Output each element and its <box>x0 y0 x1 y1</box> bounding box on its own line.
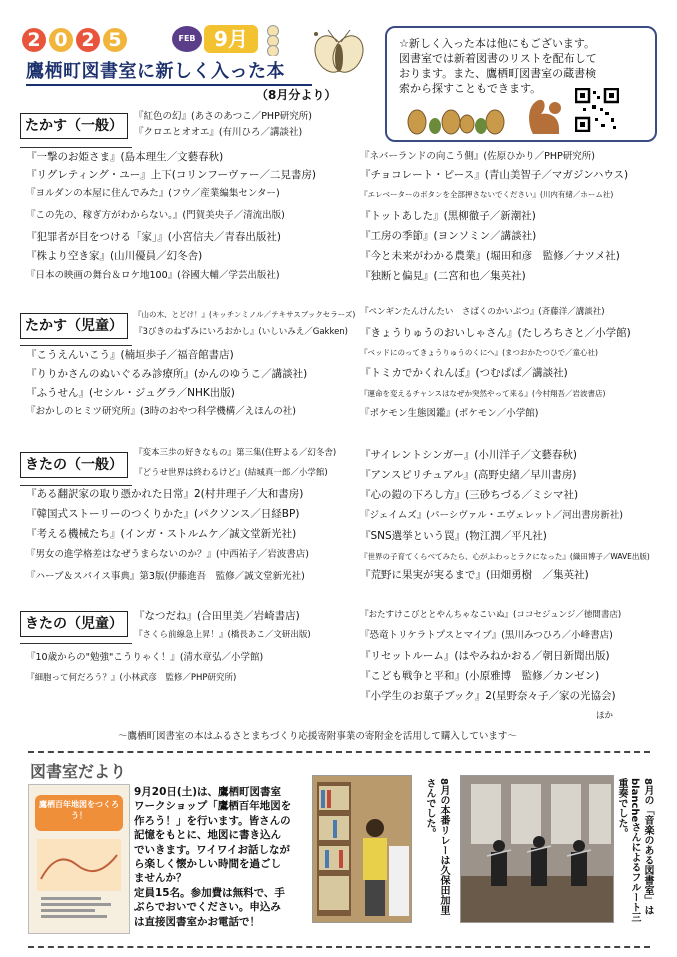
news-line: は直接図書室かお電話で！ <box>134 915 260 928</box>
news-line: ぶらでおいでください。申込み <box>134 901 281 914</box>
dashed-divider <box>28 751 650 753</box>
month-small-badge: FEB <box>172 26 202 52</box>
book-entry: 『日本の映画の舞台＆ロケ地100』(谷國大輔／学芸出版社) <box>26 270 280 281</box>
book-entry: 『株より空き家』(山川優員／幻冬舎) <box>26 250 203 262</box>
book-entry: 『工房の季節』(ヨンソミン／講談社) <box>360 230 537 242</box>
book-entry: 『考える機械たち』(インガ・ストルムケ／誠文堂新光社) <box>26 528 297 540</box>
book-entry: 『恐竜トリケラトプスとマイブ』(黒川みつひろ／小峰書店) <box>360 630 613 641</box>
flyer-title: 鷹栖百年地図をつくろう！ <box>39 800 119 820</box>
book-entry: 『犯罪者が目をつける「家」』(小宮信夫／青春出版社) <box>26 231 281 243</box>
section-label-kitano-children: きたの（児童） <box>20 611 128 637</box>
concert-photo <box>461 776 613 922</box>
book-entry: 『きょうりゅうのおいしゃさん』(たしろちさと／小学館) <box>360 327 631 339</box>
workshop-flyer <box>28 784 130 934</box>
section-divider <box>20 345 132 346</box>
notice-box <box>385 26 657 142</box>
news-line: 作ろう！」を行います。皆さんの <box>134 814 291 827</box>
book-entry: 『クロエとオオエ』(有川ひろ／講談社) <box>134 127 303 138</box>
book-entry: 『リグレティング・ユー』上下(コリンフーヴァー／二見書房) <box>26 169 317 181</box>
book-entry: 『この先の、稼ぎ方がわからない。』(門賀美央子／清流出版) <box>26 210 285 221</box>
book-entry: 『どうせ世界は終わるけど』(結城真一郎／小学館) <box>134 468 328 478</box>
qr-code[interactable] <box>575 88 619 132</box>
insect-illustration <box>308 28 370 80</box>
news-body <box>134 785 291 929</box>
book-entry: 『今と未来がわかる農業』(堀田和彦 監修／ナツメ社) <box>360 250 620 262</box>
page-title: 鷹栖町図書室に新しく入った本 <box>26 61 285 82</box>
funding-note: ～鷹栖町図書室の本はふるさとまちづくり応援寄附事業の寄附金を活用して購入しています～ <box>118 731 517 742</box>
year-badge <box>22 28 130 52</box>
book-entry: 『ネバーランドの向こう側』(佐原ひかり／PHP研究所) <box>360 151 595 162</box>
book-entry: 『トミカでかくれんぼ』(つむぱぱ／講談社) <box>360 367 568 379</box>
book-entry: 『エレベーターのボタンを全部押さないでください』(川内有緒／ホーム社) <box>360 190 614 199</box>
section-label-kitano-general: きたの（一般） <box>20 452 128 478</box>
dango-icon <box>258 22 288 56</box>
news-line: 記憶をもとに、地図に書き込ん <box>134 829 281 842</box>
book-entry: 『おかしのヒミツ研究所』(3時のおやつ科学機構／えほんの社) <box>26 406 296 417</box>
book-entry: 『細胞って何だろう？』(小林武彦 監修／PHP研究所) <box>26 673 237 683</box>
book-entry: 『リセットルーム』(はやみねかおる／朝日新聞出版) <box>360 650 610 662</box>
book-entry: 『韓国式ストーリーのつくりかた』(パクソンス／日経BP) <box>26 508 300 520</box>
book-entry: 『さくら前線急上昇！』(橋長あこ／文研出版) <box>134 630 311 640</box>
year-digit: 5 <box>103 28 127 52</box>
section-divider <box>20 485 132 486</box>
book-entry: 『一撃のお姫さま』(島本理生／文藝春秋) <box>26 151 224 163</box>
book-entry: 『3びきのねずみにいろおかし』(いしいみえ／Gakken) <box>134 327 348 337</box>
book-entry: 『ジェイムズ』(パーシヴァル・エヴェレット／河出書房新社) <box>360 510 623 521</box>
book-entry: 『世界の子育てくらべてみたら、心がふわっとラクになった』(織田博子／WAVE出版) <box>360 552 650 561</box>
book-entry: 『紅色の幻』(あさのあつこ／PHP研究所) <box>134 111 313 122</box>
book-entry: 『荒野に果実が実るまで』(田畑勇樹 ／集英社) <box>360 569 589 581</box>
section-label-takasu-general: たかす（一般） <box>20 113 128 139</box>
book-entry: 『独断と偏見』(二宮和也／集英社) <box>360 270 526 282</box>
news-line: でいきます。ワイワイお話しなが <box>134 843 291 856</box>
notice-line: 索から探すこともできます。 <box>399 82 542 95</box>
year-digit: 0 <box>49 28 73 52</box>
news-line: ませんか？ <box>134 872 187 885</box>
title-underline <box>26 84 312 86</box>
book-entry: 『ペンギンたんけんたい さばくのかいぶつ』(斉藤洋／講談社) <box>360 307 605 317</box>
book-entry: 『運命を変えるチャンスはなぜか突然やって来る』(今村翔吾／岩波書店) <box>360 389 606 398</box>
notice-line: ☆新しく入った本は他にもございます。 <box>399 37 595 50</box>
news-line: 定員15名。参加費は無料で、手 <box>134 886 285 899</box>
book-entry: 『サイレントシンガー』(小川洋子／文藝春秋) <box>360 449 577 461</box>
bookshelf-photo <box>313 776 411 922</box>
news-line: ワークショップ「鷹栖百年地図を <box>134 800 292 813</box>
book-entry: 『ヨルダンの本屋に住んでみた』(フウ／産業編集センター) <box>26 188 280 199</box>
news-line: ら楽しく懐かしい時間を過ごし <box>134 858 281 871</box>
book-entry: 『ポケモン生態図鑑』(ポケモン／小学館) <box>360 408 539 419</box>
acorn-illustration <box>405 100 517 136</box>
section-divider <box>20 643 132 644</box>
photo-book-relay <box>312 775 412 923</box>
book-entry: 『アンスピリチュアル』(高野史緒／早川書房) <box>360 469 577 481</box>
notice-line: おります。また、鷹栖町図書室の蔵書検 <box>399 67 597 80</box>
year-digit: 2 <box>22 28 46 52</box>
book-entry: 『こども戦争と平和』(小原雅博 監修／カンゼン) <box>360 670 600 682</box>
notice-line: 図書室では新着図書のリストを配布して <box>399 52 597 65</box>
photo-flute-trio <box>460 775 614 923</box>
book-entry: 『りりかさんのぬいぐるみ診療所』(かんのゆうこ／講談社) <box>26 368 308 380</box>
book-entry: 『男女の進学格差はなぜうまらないのか？』(中西祐子／岩波書店) <box>26 549 309 560</box>
book-entry: 『SNS選挙という罠』(物江潤／平凡社) <box>360 530 547 542</box>
section-divider <box>20 147 132 148</box>
page-subtitle: （8月分より） <box>256 88 337 102</box>
book-entry: 『ふうせん』(セシル・ジュグラ／NHK出版) <box>26 387 235 399</box>
book-entry: 『こうえんいこう』(楠垣歩子／福音館書店) <box>26 349 234 361</box>
book-entry: 『おたすけこびととやんちゃなこいぬ』(ココセジュンジ／徳間書店) <box>360 610 622 620</box>
caption-flute-trio: 8月の「音楽のある図書室」はblancheさんによるフルート三重奏でした。 <box>616 778 653 923</box>
book-entry: 『なつだね』(合田里美／岩崎書店) <box>134 610 300 622</box>
book-entry: 『心の鎧の下ろし方』(三砂ちづる／ミシマ社) <box>360 489 579 501</box>
section-label-takasu-children: たかす（児童） <box>20 313 128 339</box>
month-badge: 9月 <box>204 25 258 53</box>
dashed-divider-bottom <box>28 946 650 948</box>
book-entry: 『山の木、とどけ！』(キッチンミノル／テキサスブックセラーズ) <box>134 310 356 319</box>
book-entry: 『10歳からの"勉強"こうりゃく！』(清水章弘／小学館) <box>26 652 264 663</box>
news-line: 9月20日(土)は、鷹栖町図書室 <box>134 786 282 798</box>
book-entry: 『ハーブ＆スパイス事典』第3版(伊藤進吾 監修／誠文堂新光社) <box>26 571 305 582</box>
book-entry: 『ベッドにのってきょうりゅうのくにへ』(まつおかたつひで／童心社) <box>360 348 598 357</box>
book-entry: 『ある翻訳家の取り憑かれた日常』2(村井理子／大和書房) <box>26 488 304 500</box>
caption-book-relay: 8月の本番リレーは久保田加里さんでした。 <box>424 778 449 915</box>
year-digit: 2 <box>76 28 100 52</box>
squirrel-illustration <box>525 94 565 136</box>
more-label: ほか <box>596 711 614 721</box>
book-entry: 『チョコレート・ピース』(青山美智子／マガジンハウス) <box>360 169 629 181</box>
flyer-map-illustration <box>37 839 121 925</box>
book-entry: 『変本三歩の好きなもの』第三集(住野よる／幻冬舎) <box>134 448 337 458</box>
book-entry: 『トットあした』(黒柳徹子／新潮社) <box>360 210 536 222</box>
news-heading: 図書室だより <box>30 762 127 781</box>
book-entry: 『小学生のお菓子ブック』2(星野奈々子／家の光協会) <box>360 690 616 702</box>
